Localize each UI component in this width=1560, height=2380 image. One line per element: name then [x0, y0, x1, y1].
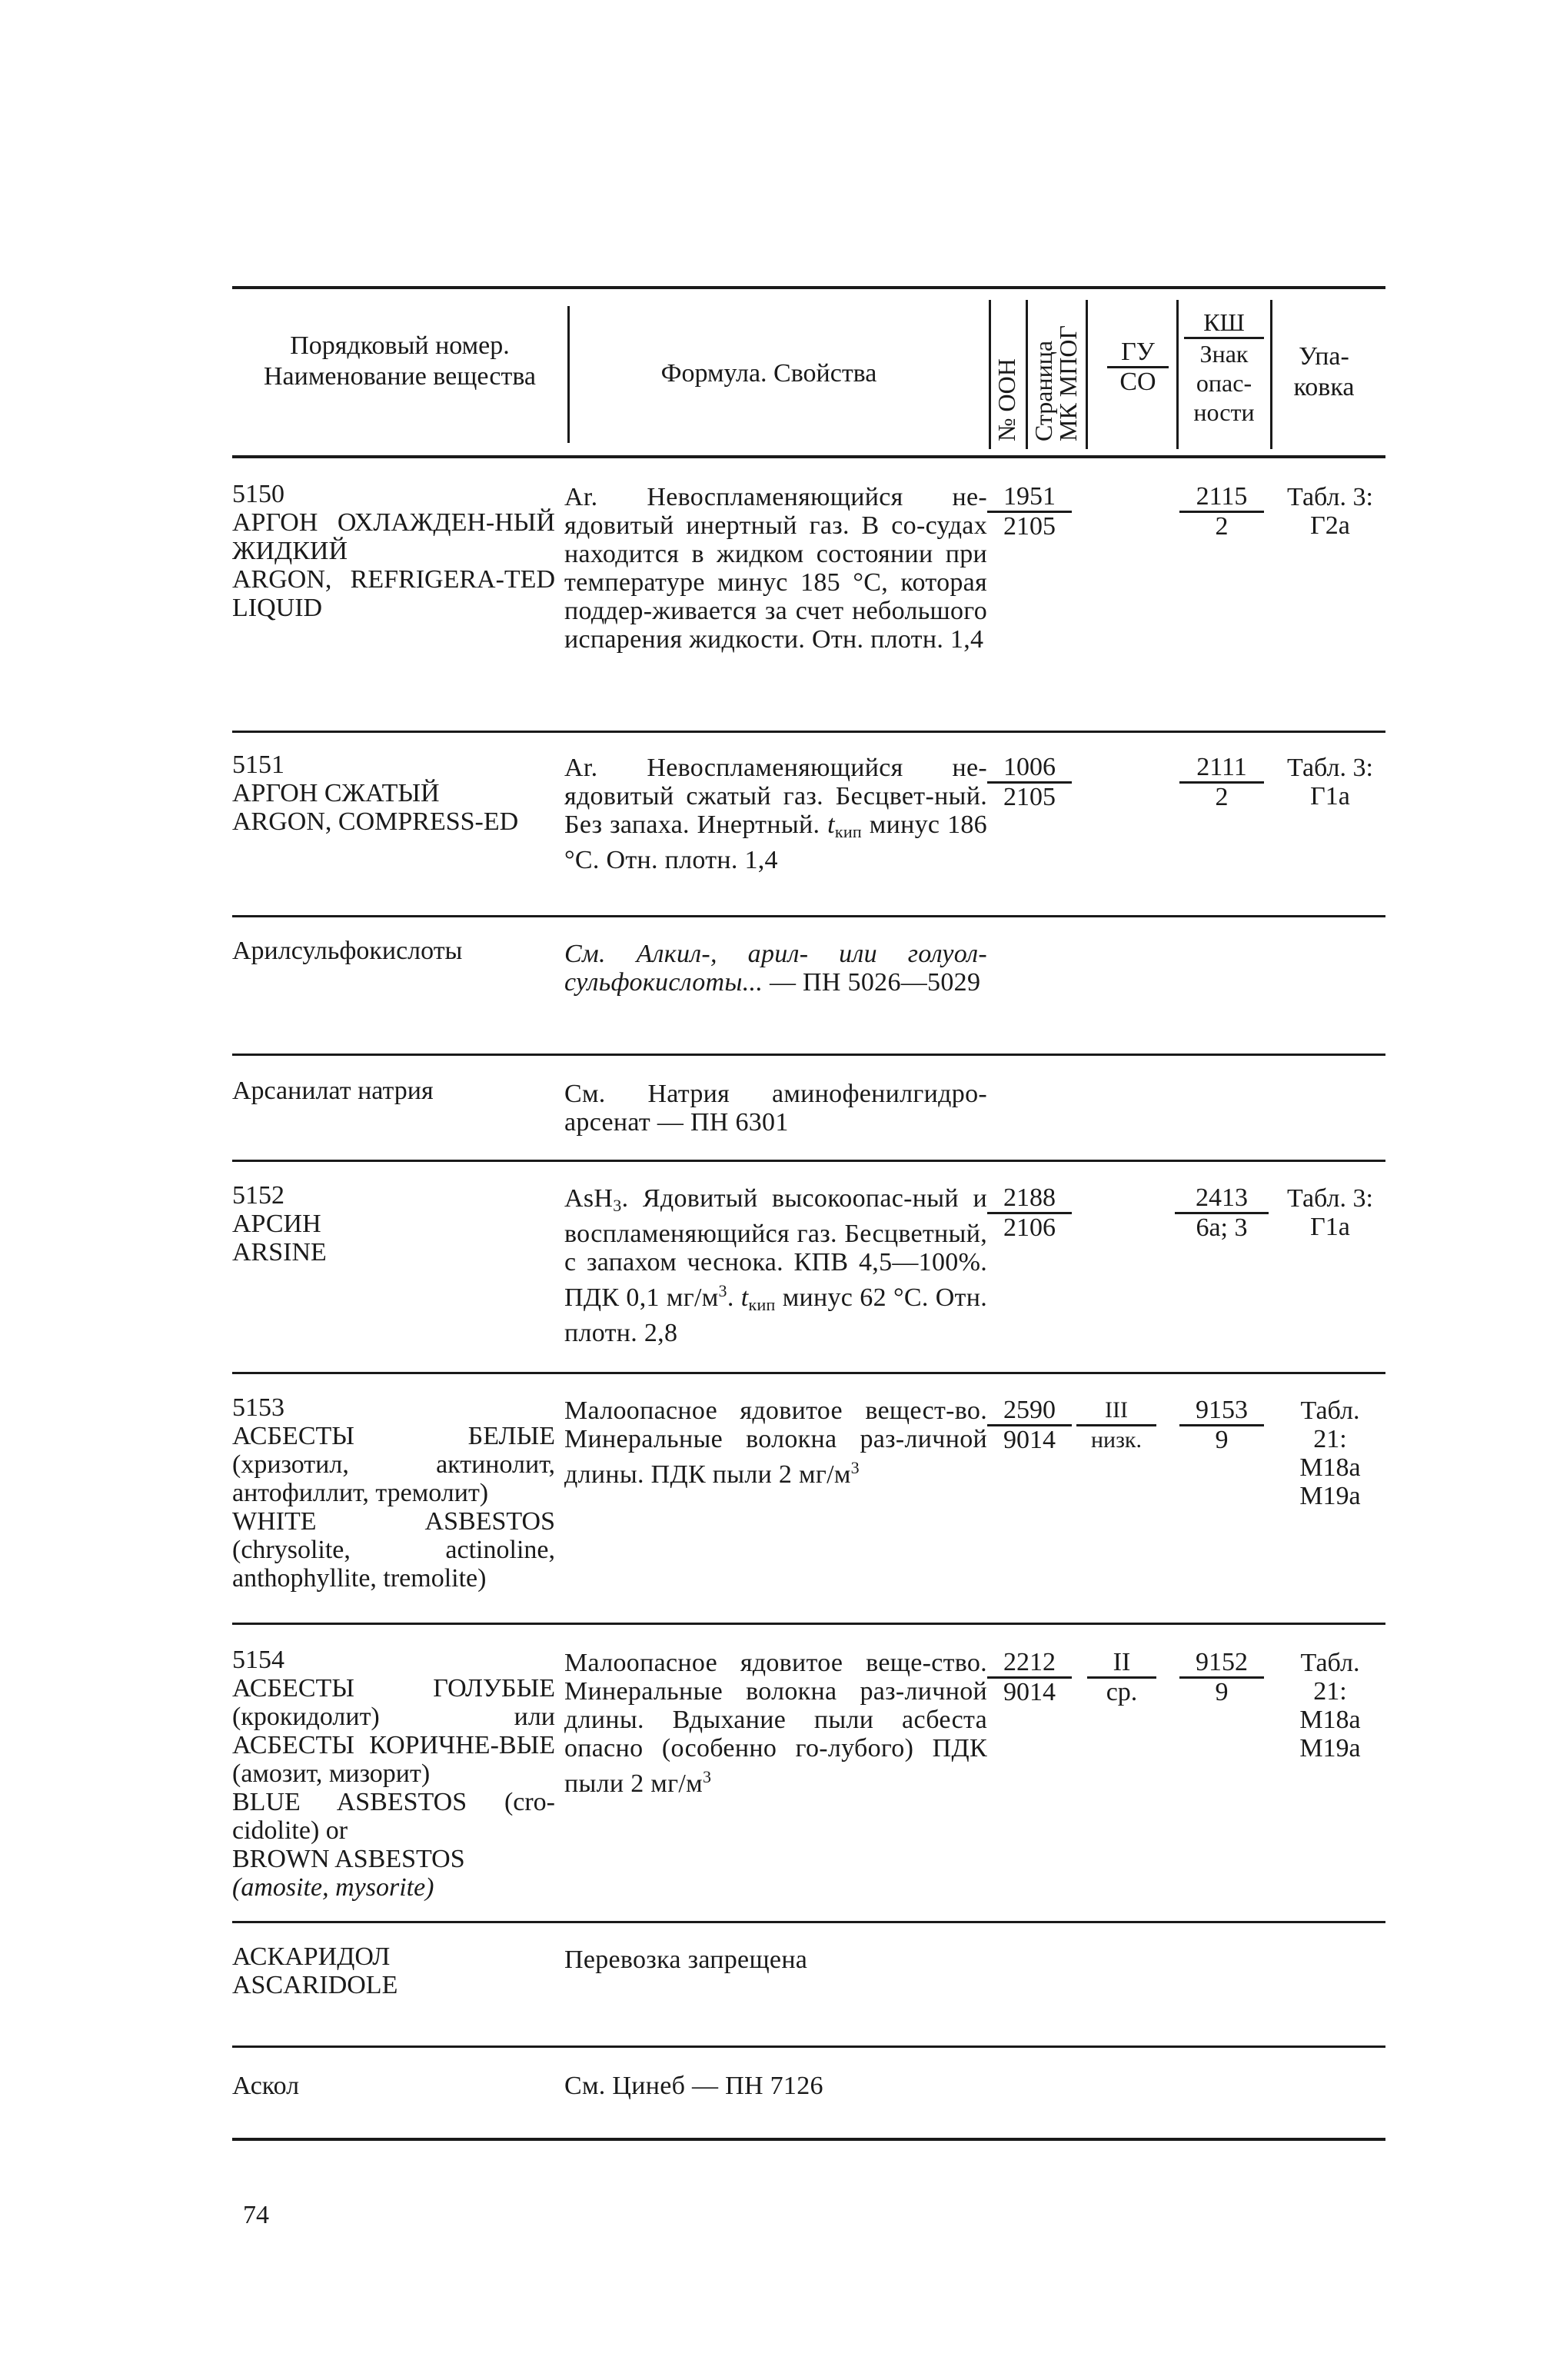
hazard-sign: 2 — [1215, 512, 1229, 541]
ksh-code: 9152 — [1179, 1649, 1264, 1679]
ksh-fraction — [1175, 1184, 1269, 1242]
entry-name — [232, 480, 555, 622]
pack-code: M19a — [1299, 1482, 1361, 1510]
entry-name — [232, 1646, 555, 1902]
hazard-degree: ср. — [1106, 1678, 1138, 1706]
hazard-sign: 9 — [1215, 1678, 1229, 1706]
properties-text: — ПН 5026—5029 — [763, 968, 981, 997]
ksh-code: 2111 — [1179, 754, 1264, 784]
header-bottom-rule — [232, 455, 1385, 458]
pack-table: Табл. — [1300, 1649, 1360, 1677]
pack-table: Табл. — [1300, 1396, 1360, 1425]
hazard-sign: 2 — [1215, 783, 1229, 811]
entry-name-ru: АСБЕСТЫ БЕЛЫЕ (хризотил, актинолит, антофиллит, тремолит) — [232, 1422, 555, 1507]
page-number: 74 — [243, 2201, 269, 2229]
un-number: 2188 — [987, 1184, 1072, 1214]
entry-packaging — [1276, 1184, 1384, 1241]
entry-name: Арсанилат натрия — [232, 1077, 434, 1105]
formula: AsH — [564, 1184, 614, 1213]
entry-divider — [232, 915, 1385, 917]
header-co: СО — [1119, 368, 1156, 396]
pack-table: Табл. 3: — [1287, 754, 1373, 782]
properties-italic: См. Алкил-, арил- или голуол-сульфокислоты... — [564, 940, 987, 997]
entry-divider — [232, 731, 1385, 733]
hazard-sign: 9 — [1215, 1426, 1229, 1454]
page-number-ref: 9014 — [1003, 1678, 1056, 1706]
entry-divider — [232, 1054, 1385, 1056]
header-ksh-bottom: Знак опас-ности — [1193, 340, 1255, 426]
entry-number: 5152 — [232, 1181, 284, 1210]
hazard-sign: 6а; 3 — [1196, 1213, 1248, 1242]
entry-properties: Перевозка запрещена — [564, 1946, 808, 1974]
entry-name-en: ARGON, REFRIGERA-TED LIQUID — [232, 565, 555, 622]
un-page-fraction — [987, 1396, 1072, 1454]
entry-divider — [232, 1921, 1385, 1923]
entry-name-ru: АРГОН СЖАТЫЙ — [232, 779, 440, 807]
table-top-rule — [232, 286, 1385, 289]
entry-name-en: ASCARIDOLE — [232, 1971, 398, 1999]
entry-packaging — [1276, 754, 1384, 811]
entry-name-ru: АРСИН — [232, 1210, 321, 1238]
entry-properties — [564, 754, 987, 874]
header-gu: ГУ — [1107, 338, 1169, 368]
page-number-ref: 2106 — [1003, 1213, 1056, 1242]
entry-name-en: ARSINE — [232, 1238, 327, 1267]
pack-table-number: 21: — [1313, 1425, 1347, 1453]
pack-table-number: 21: — [1313, 1677, 1347, 1706]
ksh-code: 9153 — [1179, 1396, 1264, 1426]
un-number: 1006 — [987, 754, 1072, 784]
ksh-fraction — [1179, 483, 1264, 541]
entry-name — [232, 751, 555, 836]
pack-code: M18a — [1299, 1706, 1361, 1734]
entry-name — [232, 1942, 555, 1999]
entry-name-en: BLUE ASBESTOS (cro-cidolite) or — [232, 1788, 555, 1845]
properties-text: Малоопасное ядовитое веще-ство. Минеральные волокна раз-личной длины. Вдыхание пыли асбеста опасно (особенно го-лубого) ПДК пыли 2 мг/м — [564, 1649, 987, 1798]
temp-subscript: кип — [748, 1295, 776, 1314]
unit-superscript: 3 — [702, 1767, 712, 1786]
entry-packaging — [1276, 1649, 1384, 1763]
header-gu-co — [1107, 338, 1169, 396]
entry-name-ru: АСБЕСТЫ ГОЛУБЫЕ (крокидолит) или АСБЕСТЫ КОРИЧНЕ-ВЫЕ (амозит, мизорит) — [232, 1674, 555, 1788]
properties-text: минус 186 °С. Отн. плотн. 1,4 — [564, 811, 987, 874]
un-number: 2212 — [987, 1649, 1072, 1679]
header-page: Страница — [1029, 340, 1057, 441]
entry-number: 5154 — [232, 1646, 284, 1674]
entry-name-en: WHITE ASBESTOS (chrysolite, actinoline, anthophyllite, tremolite) — [232, 1507, 555, 1593]
header-divider — [567, 306, 570, 443]
hazard-degree: низк. — [1090, 1427, 1143, 1453]
entry-properties — [564, 940, 987, 997]
ksh-fraction — [1179, 1396, 1264, 1454]
properties-text: Малоопасное ядовитое вещест-во. Минеральные волокна раз-личной длины. ПДК пыли 2 мг/м — [564, 1396, 987, 1489]
properties-text: Ar. Невоспламеняющийся не-ядовитый сжатый газ. Бесцвет-ный. Без запаха. Инертный. — [564, 754, 987, 839]
unit-superscript: 3 — [718, 1281, 727, 1300]
header-ksh — [1184, 308, 1264, 427]
entry-name-en: ARGON, COMPRESS-ED — [232, 807, 519, 836]
table-bottom-rule — [232, 2138, 1385, 2141]
header-divider — [1026, 300, 1028, 449]
pack-code: Г1а — [1310, 782, 1350, 811]
entry-properties: См. Натрия аминофенилгидро-арсенат — ПН 6301 — [564, 1080, 987, 1137]
properties-text: . Ядовитый высокоопас-ный и воспламеняющийся газ. Бесцветный, с запахом чеснока. КПВ 4,5—100%. ПДК 0,1 мг/м — [564, 1184, 987, 1312]
entry-name — [232, 1181, 555, 1267]
entry-properties: AsH$_3$. Ядовитый высокоопас-ный и воспламеняющийся газ. Бесцветный, с запахом чеснока. КПВ 4,5—100%. ПДК 0,1 $мг/м^3$. $t_{кип}$ минус 62 °С. Отн. плотн. 2,8 — [564, 1184, 988, 1347]
entry-properties — [564, 1396, 987, 1489]
hazard-class: II — [1087, 1649, 1156, 1679]
gu-co-fraction — [1076, 1396, 1156, 1454]
formula-subscript: 3 — [613, 1196, 622, 1215]
temp-symbol: t — [827, 811, 835, 839]
page-number-ref: 2105 — [1003, 783, 1056, 811]
ksh-code: 2413 — [1175, 1184, 1269, 1214]
header-name-column: Порядковый номер. Наименование вещества — [263, 331, 537, 391]
ksh-fraction — [1179, 1649, 1264, 1706]
entry-divider — [232, 1160, 1385, 1162]
entry-properties: Ar. Невоспламеняющийся не-ядовитый инертный газ. В со-судах находится в жидком состоянии при температуре минус 185 °С, которая поддер-живается за счет небольшого испарения жидкости. Отн. плотн. 1,4 — [564, 483, 987, 654]
header-divider — [1176, 300, 1179, 449]
temp-subscript: кип — [834, 822, 862, 841]
entry-number: 5153 — [232, 1393, 284, 1422]
hazard-class: III — [1076, 1396, 1156, 1426]
ksh-code: 2115 — [1179, 483, 1264, 513]
pack-code: M19a — [1299, 1734, 1361, 1763]
un-number: 2590 — [987, 1396, 1072, 1426]
entry-name — [232, 1393, 555, 1593]
properties-text: минус 62 °С. Отн. плотн. 2,8 — [564, 1283, 988, 1347]
entry-divider — [232, 2045, 1385, 2048]
entry-divider — [232, 1372, 1385, 1374]
header-divider — [1086, 300, 1088, 449]
unit-superscript: 3 — [850, 1458, 860, 1477]
header-ksh-top: КШ — [1184, 308, 1264, 339]
pack-code: Г1а — [1310, 1213, 1350, 1241]
un-page-fraction — [987, 1184, 1072, 1242]
pack-table: Табл. 3: — [1287, 483, 1373, 511]
entry-name: Аскол — [232, 2072, 300, 2100]
entry-divider — [232, 1623, 1385, 1625]
temp-symbol: t — [740, 1283, 749, 1312]
un-number: 1951 — [987, 483, 1072, 513]
gu-co-fraction — [1087, 1649, 1156, 1706]
entry-name-ru: АРГОН ОХЛАЖДЕН-НЫЙ ЖИДКИЙ — [232, 508, 555, 565]
page-number-ref: 9014 — [1003, 1426, 1056, 1454]
ksh-fraction — [1179, 754, 1264, 811]
un-page-fraction — [987, 483, 1072, 541]
entry-properties: См. Цинеб — ПН 7126 — [564, 2072, 823, 2100]
header-divider — [1270, 300, 1272, 449]
entry-number: 5151 — [232, 751, 284, 779]
header-divider — [989, 300, 991, 449]
pack-code: Г2а — [1310, 511, 1350, 540]
entry-properties — [564, 1649, 987, 1798]
page-number-ref: 2105 — [1003, 512, 1056, 541]
header-formula-column: Формула. Свойства — [660, 359, 877, 388]
entry-name-en: (amosite, mysorite) — [232, 1873, 434, 1902]
header-imdg: МК МПОГ — [1054, 325, 1082, 441]
entry-name: Арилсульфокислоты — [232, 937, 463, 965]
un-page-fraction — [987, 754, 1072, 811]
entry-name-ru: АСКАРИДОЛ — [232, 1942, 391, 1971]
header-un-number: № ООН — [993, 358, 1020, 441]
pack-code: M18a — [1299, 1453, 1361, 1482]
pack-table: Табл. 3: — [1287, 1184, 1373, 1213]
header-packaging: Упа-ковка — [1293, 342, 1355, 401]
un-page-fraction — [987, 1649, 1072, 1706]
entry-packaging — [1276, 483, 1384, 540]
entry-name-en: BROWN ASBESTOS — [232, 1845, 465, 1873]
entry-packaging — [1276, 1396, 1384, 1510]
entry-number: 5150 — [232, 480, 284, 508]
